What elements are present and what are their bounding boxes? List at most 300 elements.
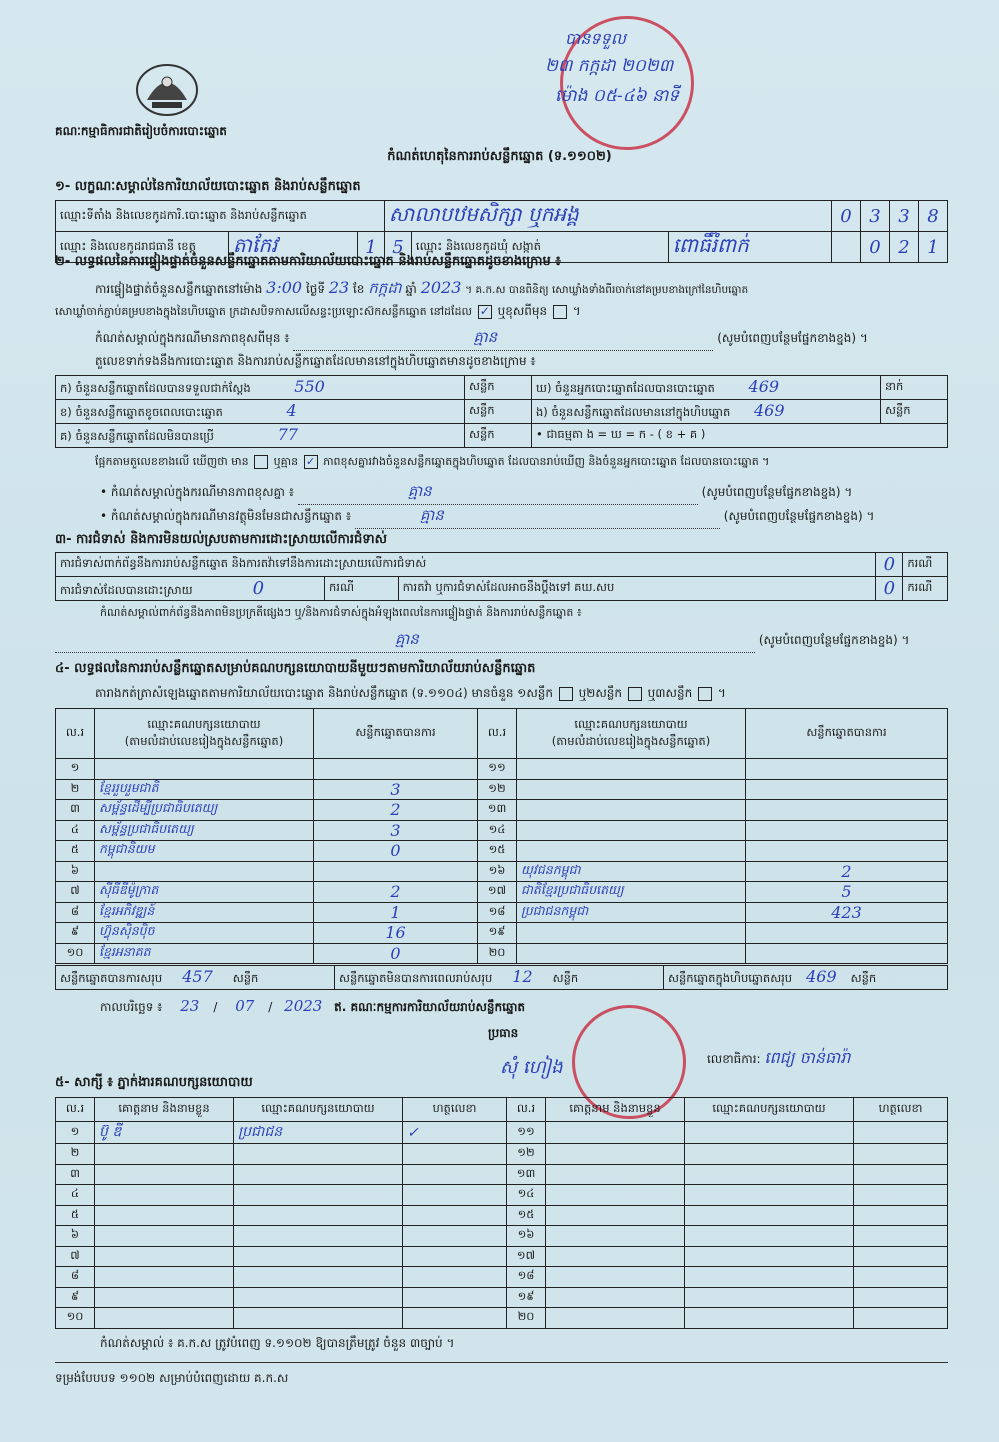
witness-signature xyxy=(854,1205,948,1226)
result-row xyxy=(56,800,948,821)
vote-count: 3 xyxy=(314,779,478,800)
s3-r3-label: ការតវ៉ា ឬការជំទាស់ដែលអាចនឹងប្តឹងទៅ គឃ.សប xyxy=(398,577,876,601)
bullet2-tail: (សូមបំពេញបន្ថែមផ្នែកខាងខ្នង) ។ xyxy=(723,509,875,523)
party-name xyxy=(517,779,746,800)
row-number: ១៩ xyxy=(507,1287,546,1308)
witness-name xyxy=(546,1287,685,1308)
row-number: ២០ xyxy=(478,943,517,964)
s3-r3-value: 0 xyxy=(876,577,903,601)
code-digit: 0 xyxy=(832,201,861,232)
total-invalid-value: 12 xyxy=(512,967,533,986)
code-digit: 2 xyxy=(890,232,919,263)
vote-count xyxy=(746,759,948,780)
row-number: ៤ xyxy=(56,1185,95,1206)
result-row xyxy=(56,820,948,841)
seal-text: សោឃ្លាំចាក់ភ្ជាប់គម្របខាងក្នុងនៃហិបឆ្នោត ក្រដាសបិទកាសលើសន្ទះប្រឡោះស៊កសន្លឹកឆ្នោត នៅដដែល xyxy=(55,305,472,318)
row-number: ៣ xyxy=(56,800,95,821)
vote-count xyxy=(746,820,948,841)
witness-signature xyxy=(854,1226,948,1247)
s3-note-dots xyxy=(55,630,755,653)
code-digit: 8 xyxy=(919,201,948,232)
witness-party xyxy=(685,1144,854,1165)
party-name xyxy=(517,820,746,841)
witness-signature xyxy=(854,1144,948,1165)
year-value: 2023 xyxy=(420,278,462,297)
witness-name xyxy=(95,1246,234,1267)
witness-party xyxy=(685,1164,854,1185)
vote-count: 5 xyxy=(746,882,948,903)
witness-party xyxy=(234,1185,403,1206)
row-number: ១២ xyxy=(507,1144,546,1165)
col-party: ឈ្មោះគណបក្សនយោបាយ (តាមលំដាប់លេខរៀងក្នុងសន្លឹកឆ្នោត) xyxy=(517,709,746,759)
period: ។ xyxy=(572,304,581,318)
witness-row xyxy=(56,1246,948,1267)
witness-signature xyxy=(854,1267,948,1288)
month-label: ខែ xyxy=(353,282,365,296)
code-digit: 3 xyxy=(861,201,890,232)
witness-party xyxy=(685,1287,854,1308)
code-digit: 3 xyxy=(890,201,919,232)
s4-intro-text: តារាងកត់ត្រាសំឡេងឆ្នោតតាមការិយាល័យបោះឆ្នោត និងរាប់សន្លឹកឆ្នោត (ទ.១១០៤) មានចំនួន ១សន្លឹក xyxy=(95,686,553,700)
total-valid-value: 457 xyxy=(182,967,213,986)
committee-name: គណៈកម្មាធិការជាតិរៀបចំការបោះឆ្នោត xyxy=(55,124,227,138)
party-name: យុវជនកម្ពុជា xyxy=(517,861,746,882)
row-number: ១៨ xyxy=(507,1267,546,1288)
diff-has-checkbox[interactable] xyxy=(254,455,268,469)
bullet1-tail: (សូមបំពេញបន្ថែមផ្នែកខាងខ្នង) ។ xyxy=(701,485,853,499)
code-digit: 0 xyxy=(861,232,890,263)
row-number: ២០ xyxy=(507,1308,546,1329)
witness-name xyxy=(546,1205,685,1226)
witness-signature xyxy=(854,1185,948,1206)
vote-count xyxy=(746,923,948,944)
date-year: 2023 xyxy=(284,997,323,1015)
changed-checkbox[interactable] xyxy=(553,305,567,319)
witness-name xyxy=(95,1205,234,1226)
count-d-value: 469 xyxy=(748,377,780,396)
row-number: ១២ xyxy=(478,779,517,800)
s4-results-table xyxy=(55,708,948,964)
witness-signature xyxy=(854,1246,948,1267)
day-value: 23 xyxy=(328,278,350,297)
row-number: ១៣ xyxy=(507,1164,546,1185)
time-value: 3:00 xyxy=(266,278,303,297)
result-row xyxy=(56,902,948,923)
vote-count: 2 xyxy=(314,882,478,903)
witness-row xyxy=(56,1122,948,1144)
row-number: ១ xyxy=(56,1122,95,1144)
code-digit: 1 xyxy=(357,232,384,263)
witness-party xyxy=(234,1267,403,1288)
vote-count xyxy=(746,800,948,821)
row-number: ៨ xyxy=(56,1267,95,1288)
count-e-unit: សន្លឹក xyxy=(881,400,948,424)
s1-r2-label2: ឈ្មោះ និងលេខកូដឃុំ សង្កាត់ xyxy=(411,232,668,263)
bullet2-value: គ្មាន xyxy=(419,506,444,524)
count-b-value: 4 xyxy=(286,401,297,420)
s2-para3: តួលេខទាក់ទងនឹងការបោះឆ្នោត និងការរាប់សន្លឹកឆ្នោតដែលមាននៅក្នុងហិបឆ្នោតមានដូចខាងក្រោម ៖ xyxy=(95,354,536,368)
witness-party xyxy=(234,1205,403,1226)
vote-count: 0 xyxy=(314,841,478,862)
witness-name xyxy=(546,1185,685,1206)
total-box-value: 469 xyxy=(806,967,837,986)
note-value: គ្មាន xyxy=(473,328,498,346)
day-label: ថ្ងៃទី xyxy=(305,282,325,296)
party-name xyxy=(95,759,314,780)
witness-party xyxy=(234,1308,403,1329)
result-row xyxy=(56,759,948,780)
s2-bullet2 xyxy=(100,506,874,529)
row-number: ១៤ xyxy=(478,820,517,841)
counting-committee: ឥ. គណៈកម្មការការិយាល័យរាប់សន្លឹកឆ្នោត xyxy=(334,1000,525,1014)
formula: • ជាធម្មតា ង = ឃ = ក - ( ខ + គ ) xyxy=(532,424,948,448)
witness-party xyxy=(685,1122,854,1144)
vote-count xyxy=(746,841,948,862)
year-label: ឆ្នាំ xyxy=(405,282,417,296)
secretary-label: លេខាធិការ: xyxy=(707,1052,761,1066)
row-number: ៣ xyxy=(56,1164,95,1185)
party-name xyxy=(517,923,746,944)
col-party: ឈ្មោះគណបក្សនយោបាយ xyxy=(234,1098,403,1122)
witness-party xyxy=(685,1308,854,1329)
vote-count xyxy=(314,759,478,780)
witness-signature xyxy=(854,1308,948,1329)
witness-signature xyxy=(854,1287,948,1308)
date-label: កាលបរិច្ឆេទ ៖ xyxy=(100,1000,163,1014)
witness-name xyxy=(95,1144,234,1165)
s2-note xyxy=(95,328,945,351)
s1-r2-value: តាកែវ xyxy=(228,232,357,263)
witness-name xyxy=(95,1164,234,1185)
month-value: កក្កដា xyxy=(368,279,402,297)
party-name: សម្ព័ន្ធដើម្បីប្រជាធិបតេយ្យ xyxy=(95,800,314,821)
row-number: ១០ xyxy=(56,1308,95,1329)
party-name xyxy=(517,759,746,780)
row-number: ១៦ xyxy=(507,1226,546,1247)
note-line xyxy=(293,328,713,351)
row-number: ១៩ xyxy=(478,923,517,944)
witness-name xyxy=(546,1267,685,1288)
witness-signature xyxy=(854,1164,948,1185)
witness-party xyxy=(685,1185,854,1206)
row-number: ១៧ xyxy=(478,882,517,903)
witness-name xyxy=(546,1308,685,1329)
vote-count xyxy=(746,943,948,964)
result-row xyxy=(56,841,948,862)
vote-count: 423 xyxy=(746,902,948,923)
changed-label: ឬខុសពីមុន xyxy=(497,304,548,318)
col-votes: សន្លឹកឆ្នោតបានការ xyxy=(314,709,478,759)
row-number: ១៣ xyxy=(478,800,517,821)
col-sign: ហត្ថលេខា xyxy=(854,1098,948,1122)
footer-text: ទម្រង់បែបបទ ១១០២ សម្រាប់បំពេញដោយ គ.ក.ស xyxy=(55,1371,289,1385)
witness-party xyxy=(685,1205,854,1226)
sheets2-checkbox[interactable] xyxy=(628,687,642,701)
total-invalid: សន្លឹកឆ្នោតមិនបានការពេលរាប់សរុប 12 សន្លឹក xyxy=(335,966,664,990)
nec-logo xyxy=(132,60,202,118)
witness-name: ប៊ូ ឌី xyxy=(95,1122,234,1144)
count-c-value: 77 xyxy=(277,425,298,444)
witness-row xyxy=(56,1164,948,1185)
time-label: ការផ្ទៀងផ្ទាត់ចំនួនសន្លឹកឆ្នោតនៅម៉ោង xyxy=(95,282,263,296)
s3-heading: ៣- ការជំទាស់ និងការមិនយល់ស្របតាមការដោះស្រាយលើការជំទាស់ xyxy=(55,532,387,547)
row-number: ៥ xyxy=(56,1205,95,1226)
s3-r2-label: ការជំទាស់ដែលបានដោះស្រាយ 0 xyxy=(56,577,325,601)
s4-totals xyxy=(55,965,948,990)
party-name xyxy=(517,800,746,821)
row-number: ១៤ xyxy=(507,1185,546,1206)
total-valid: សន្លឹកឆ្នោតបានការសរុប 457 សន្លឹក xyxy=(56,966,335,990)
col-name: គោត្តនាម និងនាមខ្លួន xyxy=(546,1098,685,1122)
witness-party xyxy=(685,1226,854,1247)
vote-count: 3 xyxy=(314,820,478,841)
s3-r2-value: 0 xyxy=(252,577,265,599)
witness-row xyxy=(56,1287,948,1308)
s1-r1-value: សាលាបឋមសិក្សា ឬកអង្គ xyxy=(384,201,831,232)
s2-para4 xyxy=(95,455,769,471)
row-number: ៩ xyxy=(56,1287,95,1308)
stamp-line2: ២៣ កក្កដា ២០២៣ xyxy=(545,56,674,76)
row-number: ៦ xyxy=(56,1226,95,1247)
result-row xyxy=(56,861,948,882)
witness-name xyxy=(95,1267,234,1288)
s3-note-value: គ្មាន xyxy=(395,630,419,648)
code-digit: 5 xyxy=(384,232,411,263)
s1-r1-label: ឈ្មោះទីតាំង និងលេខកូដការិ.បោះឆ្នោត និងរាប់សន្លឹកឆ្នោត xyxy=(56,201,385,232)
col-party: ឈ្មោះគណបក្សនយោបាយ (តាមលំដាប់លេខរៀងក្នុងសន្លឹកឆ្នោត) xyxy=(95,709,314,759)
vote-count xyxy=(314,861,478,882)
bullet2-label: • កំណត់សម្គាល់ក្នុងករណីមានវត្ថុមិនមែនជាសន្លឹកឆ្នោត ៖ xyxy=(100,509,352,523)
col-sign: ហត្ថលេខា xyxy=(403,1098,507,1122)
code-digit: 1 xyxy=(919,232,948,263)
row-number: ៤ xyxy=(56,820,95,841)
witness-row xyxy=(56,1144,948,1165)
party-name: ខ្មែររួបរួមជាតិ xyxy=(95,779,314,800)
result-row xyxy=(56,882,948,903)
s5-witness-table xyxy=(55,1097,948,1329)
s1-heading: ១- លក្ខណៈសម្គាល់នៃការិយាល័យបោះឆ្នោត និងរាប់សន្លឹកឆ្នោត xyxy=(55,179,361,194)
row-number: ៦ xyxy=(56,861,95,882)
witness-party: ប្រជាជន xyxy=(234,1122,403,1144)
row-number: ១៦ xyxy=(478,861,517,882)
count-d-unit: នាក់ xyxy=(881,376,948,400)
row-number: ៧ xyxy=(56,882,95,903)
witness-signature xyxy=(403,1308,507,1329)
party-name: ខ្មែរអនាគត xyxy=(95,943,314,964)
party-name: កម្ពុជានិយម xyxy=(95,841,314,862)
stamp-line3: ម៉ោង ០៥-៤៦ នាទី xyxy=(555,86,680,106)
count-b-label: ខ) ចំនួនសន្លឹកឆ្នោតខូចពេលបោះឆ្នោត 4 xyxy=(56,400,465,424)
row-number: ១ xyxy=(56,759,95,780)
witness-name xyxy=(546,1164,685,1185)
note-label: កំណត់សម្គាល់ក្នុងករណីមានភាពខុសពីមុន ៖ xyxy=(95,331,290,345)
party-name: ជាតិខ្មែរប្រជាធិបតេយ្យ xyxy=(517,882,746,903)
witness-party xyxy=(234,1246,403,1267)
witness-party xyxy=(234,1144,403,1165)
vote-count: 2 xyxy=(314,800,478,821)
row-number: ៨ xyxy=(56,902,95,923)
sheets3-label: ឬ៣សន្លឹក xyxy=(647,686,693,700)
count-e-label: ង) ចំនួនសន្លឹកឆ្នោតដែលមាននៅក្នុងហិបឆ្នោត 469 xyxy=(532,400,881,424)
witness-row xyxy=(56,1308,948,1329)
s2-heading: ២- លទ្ធផលនៃការផ្ទៀងផ្ទាត់ចំនួនសន្លឹកឆ្នោតតាមការិយាល័យបោះឆ្នោត និងរាប់សន្លឹកឆ្នោតដូចខាងក្រោម ៖ xyxy=(55,254,561,269)
witness-name xyxy=(546,1226,685,1247)
s3-r1-value: 0 xyxy=(876,553,903,577)
s2-para1 xyxy=(95,278,748,301)
s5-heading: ៥- សាក្សី ៖ ភ្នាក់ងារគណបក្សនយោបាយ xyxy=(55,1075,253,1090)
date-month: 07 xyxy=(235,997,255,1015)
date-day: 23 xyxy=(180,997,200,1015)
row-number: ១១ xyxy=(507,1122,546,1144)
note-tail: (សូមបំពេញបន្ថែមផ្នែកខាងខ្នង) ។ xyxy=(717,331,868,345)
s3-table xyxy=(55,552,948,601)
bullet1-value: គ្មាន xyxy=(407,482,432,500)
witness-signature xyxy=(854,1122,948,1144)
witness-signature xyxy=(403,1226,507,1247)
witness-party xyxy=(685,1246,854,1267)
row-number: ១១ xyxy=(478,759,517,780)
code-digit-empty xyxy=(832,232,861,263)
vote-count: 16 xyxy=(314,923,478,944)
row-number: ៥ xyxy=(56,841,95,862)
count-a-value: 550 xyxy=(294,377,325,396)
vote-count: 1 xyxy=(314,902,478,923)
s1-r2-label: ឈ្មោះ និងលេខកូដរាជធានី ខេត្ត xyxy=(56,232,229,263)
period: ។ xyxy=(717,686,726,700)
row-number: ១៥ xyxy=(507,1205,546,1226)
diff-none-label: ឬគ្មាន xyxy=(273,455,299,468)
count-b-unit: សន្លឹក xyxy=(465,400,532,424)
sheets1-checkbox[interactable] xyxy=(559,687,573,701)
witness-signature: ✓ xyxy=(403,1122,507,1144)
diff-none-checkbox[interactable]: ✓ xyxy=(304,455,318,469)
witness-party xyxy=(685,1267,854,1288)
s3-note-tail: (សូមបំពេញបន្ថែមផ្នែកខាងខ្នង) ។ xyxy=(758,633,910,647)
s5-note: កំណត់សម្គាល់ ៖ គ.ក.ស ត្រូវបំពេញ ទ.១១០២ ឱ្យបានត្រឹមត្រូវ ចំនួន ៣ច្បាប់ ។ xyxy=(100,1336,455,1350)
witness-name xyxy=(95,1287,234,1308)
row-number: ២ xyxy=(56,1144,95,1165)
vote-count: 0 xyxy=(314,943,478,964)
count-e-value: 469 xyxy=(753,401,785,420)
witness-name xyxy=(95,1226,234,1247)
bullet1-line xyxy=(298,482,698,505)
sheets3-checkbox[interactable] xyxy=(698,687,712,701)
witness-signature xyxy=(403,1164,507,1185)
count-a-unit: សន្លឹក xyxy=(465,376,532,400)
s1-r2-value2: ពោធិ៍រំពាក់ xyxy=(668,232,831,263)
party-name: ហ៊្វុនស៊ិនប៉ិច xyxy=(95,923,314,944)
s3-r1-unit: ករណី xyxy=(903,553,948,577)
secretary-name: ពេជ្យ ចាន់ធារ៉ា xyxy=(764,1048,851,1067)
col-no: ល.រ xyxy=(56,1098,95,1122)
col-name: គោត្តនាម និងនាមខ្លួន xyxy=(95,1098,234,1122)
party-name xyxy=(517,841,746,862)
party-name xyxy=(95,861,314,882)
row-number: ១៨ xyxy=(478,902,517,923)
sheets2-label: ឬ២សន្លឹក xyxy=(578,686,623,700)
witness-signature xyxy=(403,1267,507,1288)
diff-has-label: ផ្អែកតាមតួលេខខាងលើ ឃើញថា មាន xyxy=(95,455,249,468)
result-row xyxy=(56,779,948,800)
vote-count: 2 xyxy=(746,861,948,882)
witness-row xyxy=(56,1185,948,1206)
witness-signature xyxy=(403,1185,507,1206)
witness-party xyxy=(234,1164,403,1185)
footer-divider xyxy=(55,1362,948,1363)
result-row xyxy=(56,923,948,944)
bullet2-line xyxy=(355,506,720,529)
s2-counts-table xyxy=(55,375,948,448)
col-no: ល.រ xyxy=(507,1098,546,1122)
s4-heading: ៤- លទ្ធផលនៃការរាប់សន្លឹកឆ្នោតសម្រាប់គណបក្សនយោបាយនីមួយៗតាមការិយាល័យរាប់សន្លឹកឆ្នោត xyxy=(55,661,536,676)
party-name xyxy=(517,943,746,964)
witness-row xyxy=(56,1267,948,1288)
count-c-label: គ) ចំនួនសន្លឹកឆ្នោតដែលមិនបានប្រើ 77 xyxy=(56,424,465,448)
result-row xyxy=(56,943,948,964)
party-name: សម្ព័ន្ធប្រជាធិបតេយ្យ xyxy=(95,820,314,841)
party-name: ស៊ីធីឌីម៉ូក្រាត xyxy=(95,882,314,903)
count-a-label: ក) ចំនួនសន្លឹកឆ្នោតដែលបានទទួលជាក់ស្តែង 550 xyxy=(56,376,465,400)
col-party: ឈ្មោះគណបក្សនយោបាយ xyxy=(685,1098,854,1122)
col-votes: សន្លឹកឆ្នោតបានការ xyxy=(746,709,948,759)
row-number: ១០ xyxy=(56,943,95,964)
s2-para2 xyxy=(55,303,581,321)
diff-text: ភាពខុសគ្នារវាងចំនួនសន្លឹកឆ្នោតក្នុងហិបឆ្នោត ដែលបានរាប់ឃើញ និងចំនួនអ្នកបោះឆ្នោត ដែលបានបោះឆ្នោត ។ xyxy=(323,455,770,468)
unchanged-checkbox[interactable]: ✓ xyxy=(479,303,490,318)
witness-name xyxy=(546,1144,685,1165)
total-box: សន្លឹកឆ្នោតក្នុងហិបឆ្នោតសរុប 469 សន្លឹក xyxy=(664,966,948,990)
s2-bullet1 xyxy=(100,482,852,505)
witness-party xyxy=(234,1287,403,1308)
form-title: កំណត់ហេតុនៃការរាប់សន្លឹកឆ្នោត (ទ.១១០២) xyxy=(387,149,612,164)
col-no: ល.រ xyxy=(478,709,517,759)
count-d-label: ឃ) ចំនួនអ្នកបោះឆ្នោតដែលបានបោះឆ្នោត 469 xyxy=(532,376,881,400)
witness-signature xyxy=(403,1205,507,1226)
party-name: ប្រជាជនកម្ពុជា xyxy=(517,902,746,923)
s3-note: កំណត់សម្គាល់ពាក់ព័ន្ធនឹងភាពមិនប្រក្រតីផ្សេងៗ ឬ/និងការជំទាស់ក្នុងអំឡុងពេលនៃការផ្ទៀងផ្ទាត់ និងការរាប់សន្លឹកឆ្នោត ៖ xyxy=(100,606,582,619)
bullet1-label: • កំណត់សម្គាល់ក្នុងករណីមានភាពខុសគ្នា ៖ xyxy=(100,485,295,499)
s3-note-line xyxy=(55,630,909,653)
witness-name xyxy=(546,1122,685,1144)
chair-signature: សុំ ហៀង xyxy=(500,1057,563,1078)
s3-r2-unit: ករណី xyxy=(325,577,399,601)
witness-party xyxy=(234,1226,403,1247)
party-name: ខ្មែរអភិវឌ្ឍន៍ xyxy=(95,902,314,923)
witness-signature xyxy=(403,1144,507,1165)
witness-name xyxy=(95,1308,234,1329)
row-number: ២ xyxy=(56,779,95,800)
row-number: ១៧ xyxy=(507,1246,546,1267)
row-number: ៧ xyxy=(56,1246,95,1267)
vote-count xyxy=(746,779,948,800)
witness-row xyxy=(56,1205,948,1226)
s4-intro xyxy=(95,685,726,703)
row-number: ៩ xyxy=(56,923,95,944)
stamp-line1: បានទទួល xyxy=(565,29,626,48)
s3-r1-label: ការជំទាស់ពាក់ព័ន្ធនឹងការរាប់សន្លឹកឆ្នោត និងការតវ៉ាទៅនឹងការដោះស្រាយលើការជំទាស់ xyxy=(56,553,876,577)
col-no: ល.រ xyxy=(56,709,95,759)
witness-name xyxy=(546,1246,685,1267)
secretary xyxy=(707,1047,850,1071)
witness-signature xyxy=(403,1246,507,1267)
inspection-text: ។ គ.ក.ស បានពិនិត្យ សោឃ្លាំងទាំងពីរចាក់នៅគម្របខាងក្រៅនៃហិបឆ្នោត xyxy=(465,284,749,296)
chair-label: ប្រធាន xyxy=(488,1026,519,1040)
witness-row xyxy=(56,1226,948,1247)
s3-r3-unit: ករណី xyxy=(903,577,948,601)
date-line: កាលបរិច្ឆេទ ៖ 23 / 07 / 2023 ឥ. គណៈកម្មការការិយាល័យរាប់សន្លឹកឆ្នោត xyxy=(100,997,525,1015)
count-c-unit: សន្លឹក xyxy=(465,424,532,448)
row-number: ១៥ xyxy=(478,841,517,862)
